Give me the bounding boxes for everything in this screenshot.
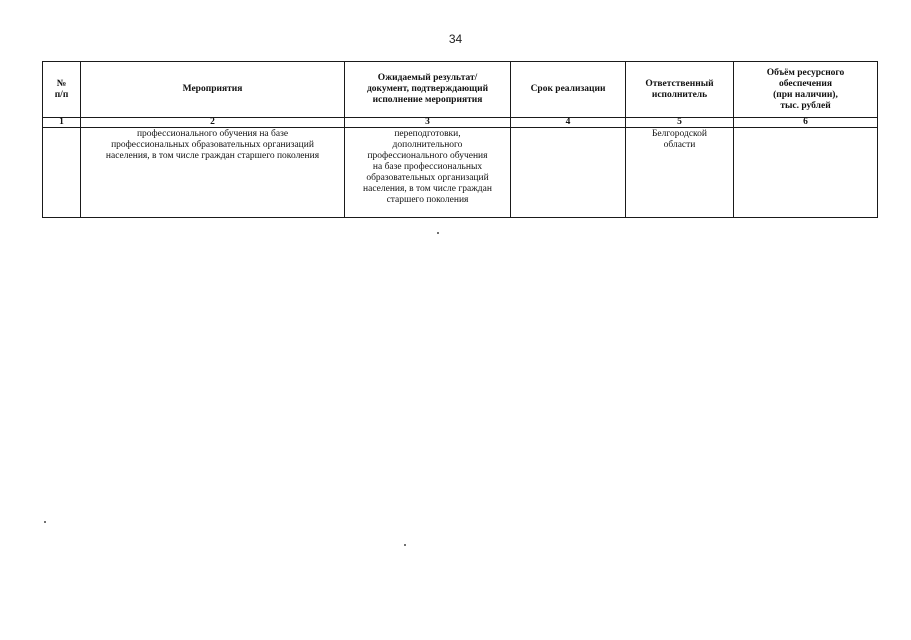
column-number-row [43,118,878,128]
header-term [511,62,626,118]
header-line: № [56,78,67,89]
measures-table [42,61,878,218]
header-line: исполнение мероприятия [372,95,483,105]
column-number: 3 [345,118,511,128]
header-resources [734,62,878,118]
column-number: 6 [734,118,878,128]
header-activities [81,62,345,118]
header-line: Ожидаемый результат/ [377,73,478,83]
header-line: тыс. рублей [780,100,831,111]
cell-line: населения, в том числе граждан старшего поколения [105,151,320,161]
header-line: Ответственный [645,78,714,89]
cell-line: на базе профессиональных [372,162,483,172]
header-executor [626,62,734,118]
scan-speck [437,232,439,234]
header-line: (при наличии), [773,89,838,100]
cell-line: переподготовки, [394,129,461,139]
cell-resources [734,128,878,218]
header-line: обеспечения [778,78,833,89]
cell-line: области [663,140,696,150]
cell-term [511,128,626,218]
header-line: документ, подтверждающий [366,84,489,94]
scan-speck [404,544,406,546]
cell-line: профессионального обучения на базе [136,129,289,139]
cell-line: Белгородской [651,129,708,139]
column-number: 2 [81,118,345,128]
cell-line: старшего поколения [386,195,469,205]
header-line: п/п [54,89,69,100]
cell-line: образовательных организаций [366,173,489,183]
cell-expected-result [345,128,511,218]
table-row [43,128,878,218]
header-number [43,62,81,118]
cell-executor [626,128,734,218]
header-line: Срок реализации [530,84,606,94]
column-number: 4 [511,118,626,128]
cell-line: профессиональных образовательных организаций [111,140,314,150]
page-number: 34 [448,32,463,46]
cell-line: населения, в том числе граждан [363,184,492,194]
header-line: Мероприятия [182,84,243,94]
scan-speck [44,521,46,523]
column-number: 5 [626,118,734,128]
header-line: исполнитель [651,89,708,100]
cell-line: дополнительного [392,140,463,150]
cell-number [43,128,81,218]
cell-activity [81,128,345,218]
cell-line: профессионального обучения [367,151,488,161]
column-number: 1 [43,118,81,128]
header-expected-result [345,62,511,118]
table-header-row [43,62,878,118]
header-line: Объём ресурсного [766,67,845,78]
